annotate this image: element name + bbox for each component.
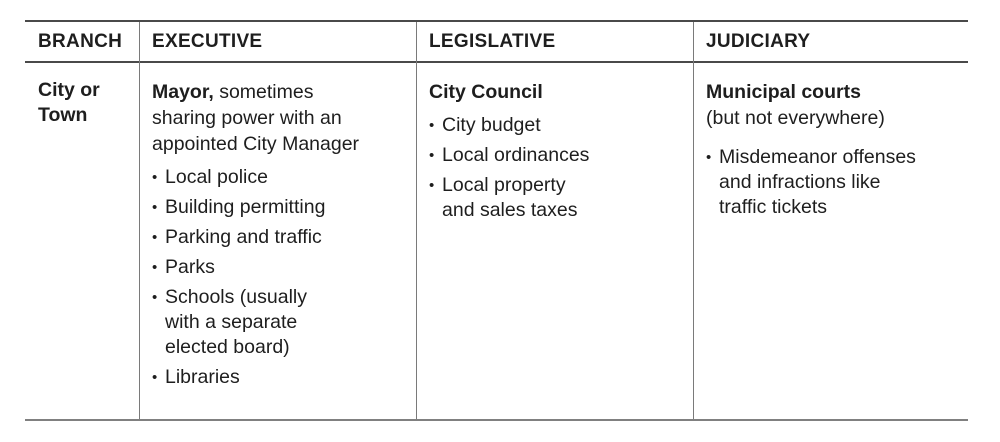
- executive-cell: [152, 79, 412, 395]
- row-label-line: Town: [38, 104, 88, 126]
- judiciary-list: [706, 145, 966, 220]
- row-label-line: City or: [38, 79, 100, 101]
- row-label-city-or-town: [38, 78, 100, 128]
- header-executive: EXECUTIVE: [152, 31, 263, 52]
- list-item: [429, 173, 689, 223]
- judiciary-title: Municipal courts: [706, 81, 861, 103]
- column-divider: [139, 22, 140, 419]
- column-divider: [693, 22, 694, 419]
- list-item-line: and infractions like: [719, 171, 881, 193]
- column-divider: [416, 22, 417, 419]
- table-header-row: [25, 22, 968, 63]
- executive-title: [152, 79, 412, 105]
- executive-title-bold: Mayor,: [152, 81, 214, 103]
- judiciary-subtitle: (but not everywhere): [706, 107, 885, 129]
- list-item: • Libraries: [152, 365, 412, 390]
- list-item: • Parks: [152, 255, 412, 280]
- header-legislative: LEGISLATIVE: [429, 31, 556, 52]
- list-item-line: traffic tickets: [719, 196, 828, 218]
- legislative-cell: [429, 79, 689, 228]
- list-item: • Local ordinances: [429, 143, 689, 168]
- header-branch: BRANCH: [38, 31, 123, 52]
- executive-list: [152, 165, 412, 390]
- header-judiciary: JUDICIARY: [706, 31, 811, 52]
- list-item: • Parking and traffic: [152, 225, 412, 250]
- list-item-line: with a separate: [165, 311, 298, 333]
- legislative-title: City Council: [429, 81, 543, 103]
- list-item-line: • Schools (usually: [165, 286, 307, 308]
- judiciary-cell: [706, 79, 966, 225]
- branches-table: [25, 20, 968, 421]
- list-item-line: • Local property: [442, 174, 566, 196]
- list-item: • Building permitting: [152, 195, 412, 220]
- executive-title-rest: sometimes: [213, 81, 314, 103]
- list-item-line: • Misdemeanor offenses: [719, 146, 916, 168]
- list-item-line: and sales taxes: [442, 199, 578, 221]
- list-item: [152, 285, 412, 360]
- legislative-list: [429, 113, 689, 223]
- list-item-line: elected board): [165, 336, 290, 358]
- executive-title-line: appointed City Manager: [152, 133, 360, 155]
- list-item: • City budget: [429, 113, 689, 138]
- list-item: [706, 145, 966, 220]
- executive-title-line: sharing power with an: [152, 107, 342, 129]
- list-item: • Local police: [152, 165, 412, 190]
